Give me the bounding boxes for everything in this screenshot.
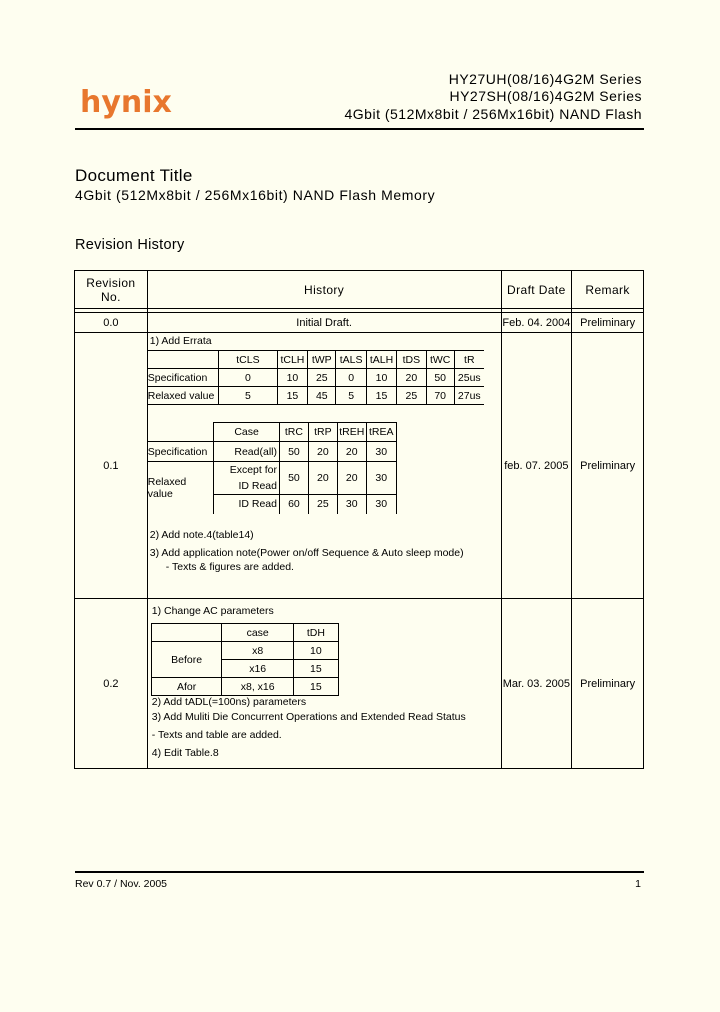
history-cell	[148, 599, 502, 768]
draft-date: Mar. 03. 2005	[502, 599, 573, 768]
footer-divider	[75, 871, 644, 873]
history-line: - Texts and table are added.	[151, 729, 282, 741]
header-revision: Revision No.	[75, 271, 148, 308]
header-divider	[75, 128, 644, 130]
errata-timing-table: tCLS tCLH tWP tALS tALH tDS tWC tR Specification 0 10 25 0 10 20 50 25us Relaxed value 5 15 45 5 15 25 70 27us	[148, 350, 484, 405]
revision-table	[74, 270, 644, 769]
document-subtitle: 4Gbit (512Mx8bit / 256Mx16bit) NAND Flash Memory	[75, 187, 436, 203]
draft-date: Feb. 04. 2004	[502, 313, 573, 332]
series-line-1: HY27UH(08/16)4G2M Series	[448, 71, 642, 87]
page-number: 1	[635, 878, 641, 890]
draft-date: feb. 07. 2005	[502, 333, 573, 598]
remark: Preliminary	[580, 459, 636, 472]
rev-number: 0.2	[75, 599, 148, 768]
history-line: 1) Add Errata	[149, 335, 212, 347]
history-line: 2) Add tADL(=100ns) parameters	[151, 696, 307, 708]
remark: Preliminary	[580, 316, 636, 329]
table-row	[75, 599, 643, 768]
series-line-2: HY27SH(08/16)4G2M Series	[449, 88, 642, 104]
rev-number: 0.0	[75, 313, 148, 332]
document-title: Document Title	[75, 166, 193, 185]
history-line: - Texts & figures are added.	[165, 561, 294, 573]
table-row	[75, 313, 643, 333]
history-line: 1) Change AC parameters	[151, 605, 274, 617]
header-history: History	[148, 271, 502, 308]
history-cell	[148, 333, 502, 598]
history-line: 4) Edit Table.8	[151, 747, 219, 759]
footer-revision: Rev 0.7 / Nov. 2005	[75, 878, 168, 890]
remark: Preliminary	[580, 677, 636, 690]
errata-read-timing-table: Case tRC tRP tREH tREA Specification Read(all) 50 20 20 30 Relaxed value Except for ID Read 50 20 20 30 ID Read 60 25 30 30	[148, 422, 397, 514]
header-remark: Remark	[585, 282, 630, 297]
table-row	[75, 333, 643, 599]
revision-history-heading: Revision History	[75, 237, 185, 253]
history-text: Initial Draft.	[148, 313, 502, 332]
history-line: 3) Add Muliti Die Concurrent Operations and Extended Read Status	[151, 711, 466, 723]
ac-parameter-table: case tDH Before x8 10 x16 15 Afor x8, x16 15	[151, 623, 339, 696]
hynix-logo: hynix	[80, 85, 172, 120]
history-line: 3) Add application note(Power on/off Sequence & Auto sleep mode)	[149, 547, 464, 559]
product-line: 4Gbit (512Mx8bit / 256Mx16bit) NAND Flash	[344, 106, 642, 122]
history-line: 2) Add note.4(table14)	[149, 529, 254, 541]
table-header-row	[75, 271, 643, 309]
rev-number: 0.1	[75, 333, 148, 598]
header-draft-date: Draft Date	[502, 271, 573, 308]
